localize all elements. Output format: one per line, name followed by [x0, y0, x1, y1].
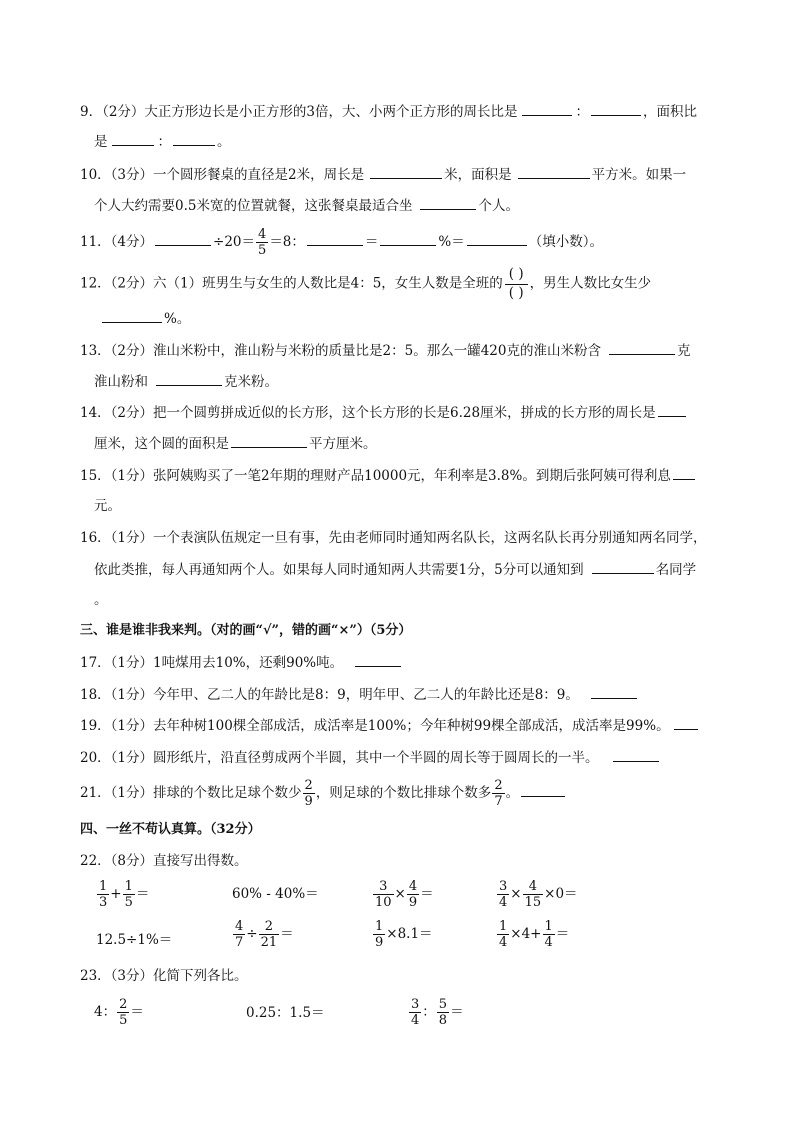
answer-blank[interactable]	[307, 231, 363, 246]
ratio-item[interactable]: 0.25：1.5＝	[246, 1005, 325, 1021]
calc-item[interactable]: $\frac{1}{9}$ ×8.1＝	[375, 919, 433, 950]
answer-blank[interactable]	[673, 465, 695, 480]
answer-blank[interactable]	[592, 559, 654, 574]
judge-blank[interactable]	[521, 782, 565, 797]
calc-item[interactable]: $\frac{3}{10}$ × $\frac{4}{9}$ ＝	[375, 879, 434, 910]
section-3-heading: 三、谁是谁非我来判。（对的画“√”，错的画“×”）（5分）	[80, 623, 412, 638]
question-12-line1: 12．（2分）六（1）班男生与女生的人数比是4：5，女生人数是全班的 ( ) ( ) ，男生人数比女生少	[80, 266, 652, 301]
question-9-line2: 是 ： 。	[94, 131, 231, 152]
question-16-line2: 依此类推，每人再通知两个人。如果每人同时通知两人共需要1分，5分可以通知到 名同学	[94, 559, 696, 580]
section-4-heading: 四、一丝不苟认真算。（32分）	[80, 822, 261, 837]
question-18: 18．（1分）今年甲、乙二人的年龄比是8：9，明年甲、乙二人的年龄比还是8：9。	[80, 684, 637, 705]
answer-blank[interactable]	[467, 231, 527, 246]
judge-blank[interactable]	[591, 684, 637, 699]
question-10-line1: 10．（3分）一个圆形餐桌的直径是2米，周长是 米，面积是 平方米。如果一	[80, 164, 686, 185]
fraction: $\frac{2}{7}$	[494, 778, 503, 809]
question-21: 21．（1分）排球的个数比足球个数少 $\frac{2}{9}$ ，则足球的个数比排球个数多 $\frac{2}{7}$ 。	[80, 778, 565, 808]
fraction: $\frac{2}{9}$	[304, 778, 313, 809]
fraction-blank[interactable]: ( ) ( )	[505, 268, 528, 300]
answer-blank[interactable]	[155, 231, 211, 246]
answer-blank[interactable]	[609, 340, 675, 355]
question-14-line1: 14．（2分）把一个圆剪拼成近似的长方形，这个长方形的长是6.28厘米，拼成的长方形的周长是	[80, 402, 686, 423]
answer-blank[interactable]	[102, 308, 162, 323]
calc-item[interactable]: 60% - 40%＝	[232, 886, 319, 902]
question-22: 22．（8分）直接写出得数。	[80, 853, 248, 869]
question-10-line2: 个人大约需要0.5米宽的位置就餐，这张餐桌最适合坐 个人。	[94, 195, 519, 216]
fraction: $\frac{4}{5}$	[258, 227, 267, 258]
answer-blank[interactable]	[231, 433, 307, 448]
question-13-line2: 淮山粉和 克米粉。	[94, 371, 278, 392]
ratio-item[interactable]: $\frac{3}{4}$ ： $\frac{5}{8}$ ＝	[411, 997, 464, 1028]
answer-blank[interactable]	[518, 164, 590, 179]
question-14-line2: 厘米，这个圆的面积是 平方厘米。	[94, 433, 377, 454]
answer-blank[interactable]	[522, 101, 572, 116]
question-13-line1: 13．（2分）淮山米粉中，淮山粉与米粉的质量比是2：5。那么一罐420克的淮山米粉含 克	[80, 340, 690, 361]
answer-blank[interactable]	[112, 131, 154, 146]
calc-item[interactable]: 12.5÷1%＝	[96, 932, 173, 948]
answer-blank[interactable]	[591, 101, 641, 116]
ratio-item[interactable]: 4： $\frac{2}{5}$ ＝	[94, 997, 144, 1028]
question-12-line2: %。	[102, 308, 190, 329]
question-23: 23．（3分）化简下列各比。	[80, 968, 248, 984]
judge-blank[interactable]	[355, 652, 401, 667]
question-11: 11．（4分） ÷20＝ $\frac{4}{5}$ ＝8： ＝ %＝ （填小数）。	[80, 227, 603, 258]
answer-blank[interactable]	[420, 195, 476, 210]
question-17: 17．（1分）1吨煤用去10%，还剩90%吨。	[80, 652, 401, 673]
question-16-line1: 16．（1分）一个表演队伍规定一旦有事，先由老师同时通知两名队长，这两名队长再分别通知两名同学，	[80, 530, 707, 546]
answer-blank[interactable]	[173, 131, 215, 146]
judge-blank[interactable]	[674, 715, 698, 730]
question-15-line1: 15．（1分）张阿姨购买了一笔2年期的理财产品10000元，年利率是3.8%。到期后张阿姨可得利息	[80, 465, 695, 486]
question-9-line1: 9．（2分）大正方形边长是小正方形的3倍，大、小两个正方形的周长比是 ： ，面积比	[80, 101, 697, 122]
question-20: 20．（1分）圆形纸片，沿直径剪成两个半圆，其中一个半圆的周长等于圆周长的一半。	[80, 747, 659, 768]
question-15-line2: 元。	[94, 498, 121, 514]
answer-blank[interactable]	[658, 402, 686, 417]
judge-blank[interactable]	[613, 747, 659, 762]
question-16-line3: 。	[94, 592, 108, 608]
calc-item[interactable]: $\frac{4}{7}$ ÷ $\frac{2}{21}$ ＝	[235, 919, 294, 950]
answer-blank[interactable]	[370, 164, 442, 179]
answer-blank[interactable]	[380, 231, 436, 246]
calc-item[interactable]: $\frac{1}{3}$ + $\frac{1}{5}$ ＝	[99, 879, 150, 910]
calc-item[interactable]: $\frac{1}{4}$ ×4+ $\frac{1}{4}$ ＝	[499, 919, 570, 950]
calc-item[interactable]: $\frac{3}{4}$ × $\frac{4}{15}$ ×0＝	[499, 879, 578, 910]
question-19: 19．（1分）去年种树100棵全部成活，成活率是100%；今年种树99棵全部成活，成活率是99%。	[80, 715, 698, 736]
answer-blank[interactable]	[156, 371, 222, 386]
